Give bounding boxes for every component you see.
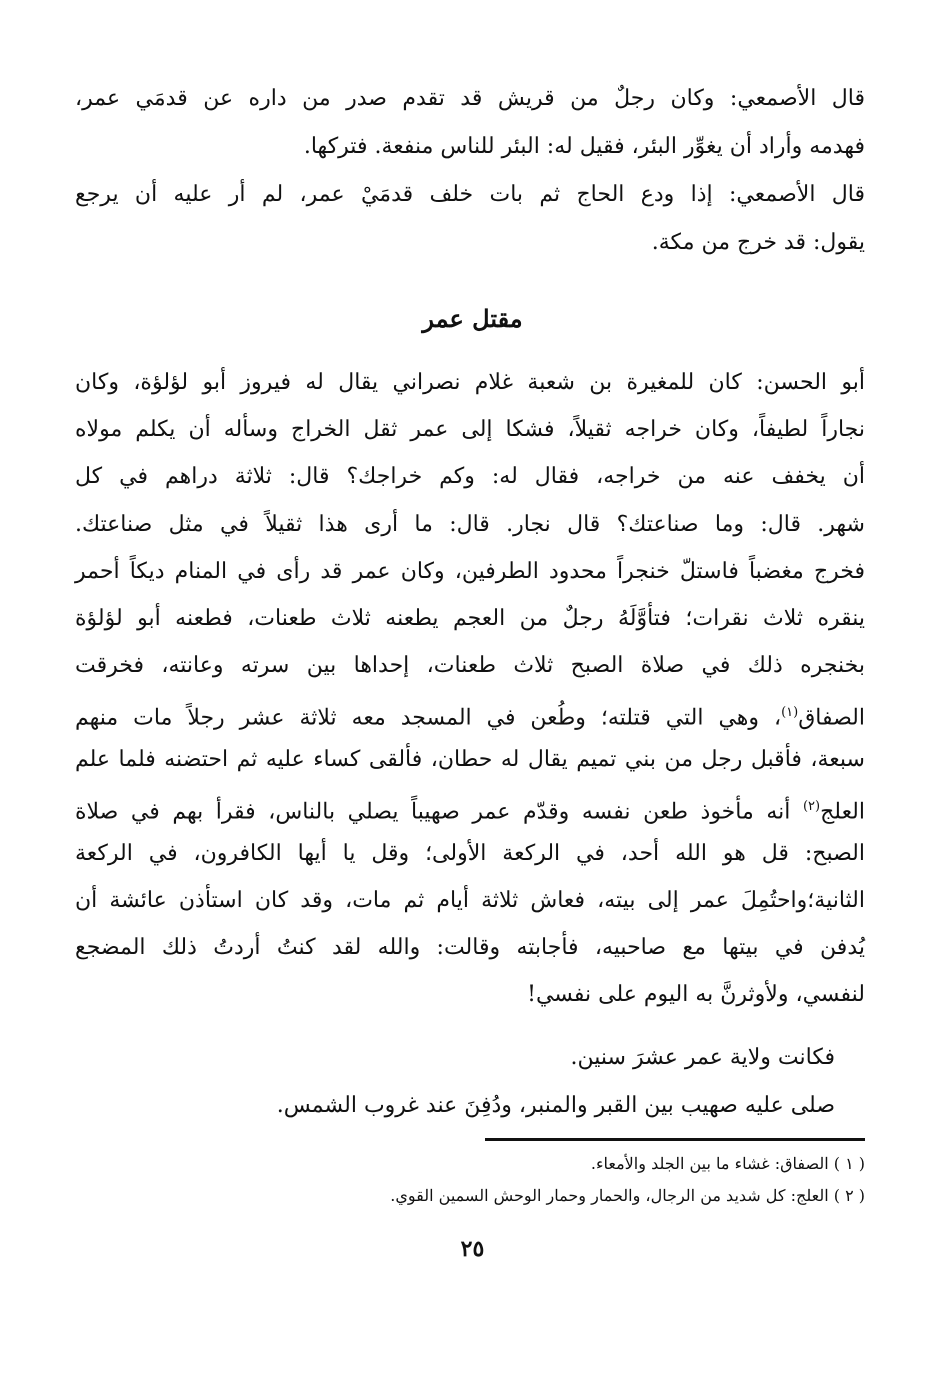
- footnote-ref: (٢): [802, 799, 821, 814]
- text-line: أن يخفف عنه من خراجه، فقال له: وكم خراجك؟ قال: ثلاثة دراهم في كل: [75, 464, 865, 489]
- text-line: سبعة، فأقبل رجل من بني تميم يقال له حطان، فألقى كساء عليه ثم احتضنه فلما علم: [75, 747, 865, 772]
- footnote-ref: (١): [781, 705, 799, 720]
- footnote: ( ٢ ) العلج: كل شديد من الرجال، والحمار وحمار الوحش السمين القوي.: [390, 1186, 865, 1205]
- text-line: يقول: قد خرج من مكة.: [651, 230, 865, 255]
- page-number: ٢٥: [460, 1236, 485, 1262]
- text-line: الثانية؛واحتُمِلَ عمر إلى بيته، فعاش ثلاثة أيام ثم مات، وقد كان استأذن عائشة أن: [75, 888, 865, 913]
- footnote: ( ١ ) الصفاق: غشاء ما بين الجلد والأمعاء.: [590, 1154, 865, 1173]
- text-run: العلج: [820, 799, 865, 825]
- text-line: شهر. قال: وما صناعتك؟ قال نجار. قال: ما أرى هذا ثقيلاً في مثل صناعتك.: [75, 512, 865, 537]
- text-line: نجاراً لطيفاً، وكان خراجه ثقيلاً، فشكا إلى عمر ثقل الخراج وسأله أن يكلم مولاه: [75, 417, 865, 442]
- text-run: ، وهي التي قتلته؛ وطُعن في المسجد معه ثلاثة عشر رجلاً مات منهم: [75, 705, 782, 731]
- footnote-divider: [485, 1138, 865, 1141]
- text-line: الصبح: قل هو الله أحد، في الركعة الأولى؛ وقل يا أيها الكافرون، في الركعة: [75, 841, 865, 866]
- text-line: فخرج مغضباً فاستلّ خنجراً محدود الطرفين، وكان عمر قد رأى في المنام ديكاً أحمر: [75, 559, 865, 584]
- text-line: فكانت ولاية عمر عشرَ سنين.: [570, 1045, 835, 1070]
- text-run: أنه مأخوذ طعن نفسه وقدّم عمر صهيباً يصلي بالناس، فقرأ بهم في صلاة: [75, 799, 803, 825]
- text-line: بخنجره ذلك في صلاة الصبح ثلاث طعنات، إحداها بين سرته وعانته، فخرقت: [75, 653, 865, 678]
- text-line: قال الأصمعي: إذا ودع الحاج ثم بات خلف قدمَيْ عمر، لم أر عليه أن يرجع: [75, 182, 865, 207]
- text-line: [75, 698, 865, 733]
- text-line: فهدمه وأراد أن يغوِّر البئر، فقيل له: البئر للناس منفعة. فتركها.: [303, 134, 865, 159]
- text-line: صلى عليه صهيب بين القبر والمنبر، ودُفِنَ عند غروب الشمس.: [276, 1093, 835, 1118]
- text-line: [75, 792, 865, 827]
- text-line: قال الأصمعي: وكان رجلٌ من قريش قد تقدم صدر من داره عن قدمَي عمر،: [75, 86, 865, 111]
- text-line: ينقره ثلاث نقرات؛ فتأوَّلَهُ رجلٌ من العجم يطعنه ثلاث طعنات، فطعنه أبو لؤلؤة: [75, 606, 865, 631]
- text-line: لنفسي، ولأوثرنَّ به اليوم على نفسي!: [527, 982, 865, 1007]
- text-run: الصفاق: [798, 705, 865, 731]
- section-heading: مقتل عمر: [422, 304, 523, 333]
- text-line: أبو الحسن: كان للمغيرة بن شعبة غلام نصراني يقال له فيروز أبو لؤلؤة، وكان: [75, 370, 865, 395]
- text-line: يُدفن في بيتها مع صاحبيه، فأجابته وقالت: والله لقد كنتُ أردتُ ذلك المضجع: [75, 935, 865, 960]
